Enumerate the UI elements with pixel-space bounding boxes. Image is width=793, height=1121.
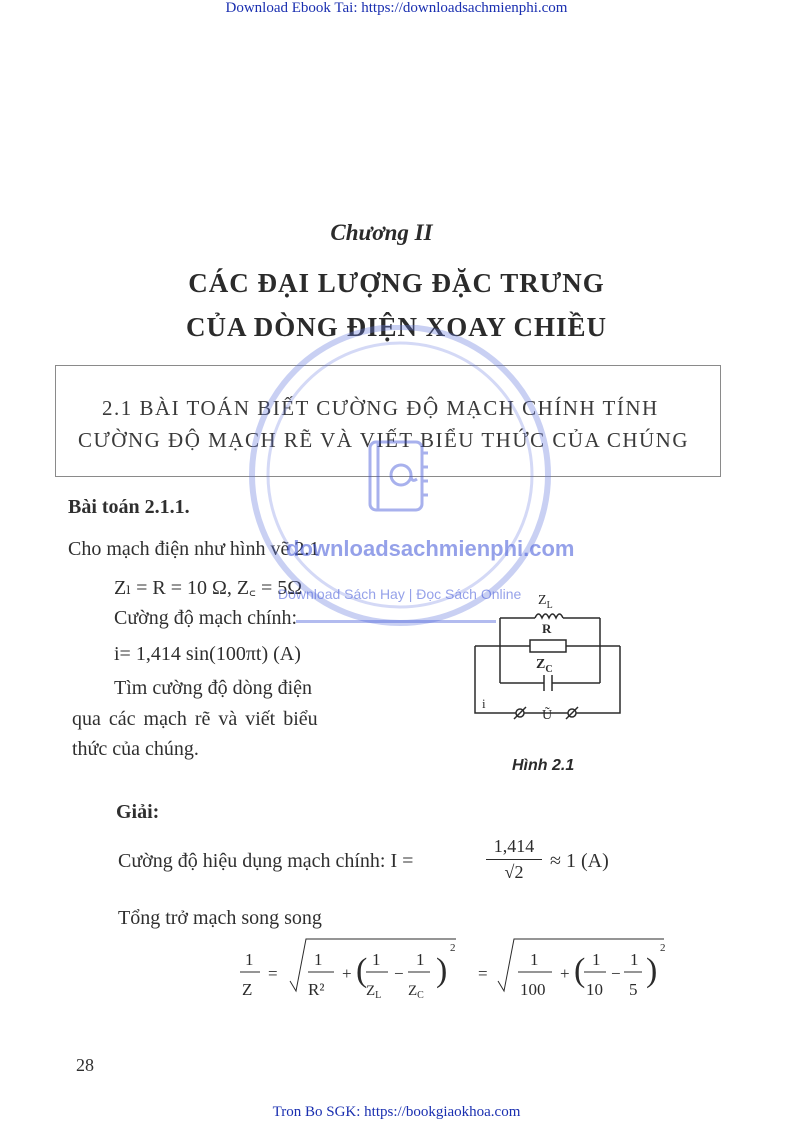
header-download-link[interactable]: Download Ebook Tai: https://downloadsachmienphi.com — [225, 0, 568, 16]
chapter-label: Chương II — [330, 220, 433, 245]
svg-text:1: 1 — [630, 950, 639, 969]
circuit-diagram — [460, 580, 640, 730]
solution-line-2: Tổng trở mạch song song — [118, 907, 322, 929]
svg-text:(: ( — [356, 952, 368, 989]
svg-text:): ) — [646, 952, 658, 989]
svg-text:1: 1 — [314, 950, 323, 969]
figure-caption: Hình 2.1 — [512, 757, 575, 774]
label-u: Ũ — [542, 708, 553, 723]
fraction-rms — [486, 836, 542, 883]
resistor-symbol — [530, 640, 566, 652]
svg-text:ZC: $Z_C$ — [408, 983, 424, 1001]
svg-text:R²: R² — [308, 980, 325, 999]
inductor-coil-symbol — [535, 614, 563, 618]
label-i: i — [482, 696, 486, 711]
section-title-line2: CƯỜNG ĐỘ MẠCH RẼ VÀ VIẾT BIỂU THỨC CỦA CHÚNG — [78, 428, 689, 452]
impedance-formula — [230, 935, 680, 1010]
footer-textbook-link[interactable]: Tron Bo SGK: https://bookgiaokhoa.com — [272, 1104, 521, 1120]
chapter-title-line1: CÁC ĐẠI LƯỢNG ĐẶC TRƯNG — [188, 268, 605, 298]
svg-text:2: 2 — [450, 942, 456, 954]
svg-text:Z: Z — [242, 980, 253, 999]
problem-line-2: Zₗ = R = 10 Ω, Z꜀ = 5Ω — [114, 577, 303, 599]
label-r: R — [542, 621, 552, 636]
label-zc: $Z_C$ — [536, 657, 553, 675]
svg-text:1: 1 — [592, 950, 601, 969]
section-title-line1: 2.1 BÀI TOÁN BIẾT CƯỜNG ĐỘ MẠCH CHÍNH TÍNH — [102, 396, 659, 420]
solution-line-1-tail: ≈ 1 (A) — [550, 850, 609, 872]
problem-line-6: qua các mạch rẽ và viết biểu — [72, 708, 318, 730]
problem-line-1: Cho mạch điện như hình vẽ 2.1 — [68, 538, 320, 560]
watermark-site: downloadsachmienphi.com — [286, 536, 575, 561]
svg-text:100: 100 — [520, 980, 546, 999]
section-box — [55, 365, 721, 477]
problem-line-7: thức của chúng. — [72, 738, 199, 760]
svg-text:1: 1 — [245, 950, 254, 969]
problem-line-4: i= 1,414 sin(100πt) (A) — [114, 643, 301, 665]
label-zl: $Z_L$ — [538, 593, 553, 611]
svg-text:): ) — [436, 952, 448, 989]
capacitor-symbol — [544, 675, 552, 691]
page-number: 28 — [76, 1055, 94, 1075]
svg-text:=: = — [268, 964, 278, 983]
svg-text:5: 5 — [629, 980, 638, 999]
svg-text:=: = — [478, 964, 488, 983]
chapter-title-line2: CỦA DÒNG ĐIỆN XOAY CHIỀU — [185, 312, 608, 342]
svg-text:ZL: $Z_L$ — [366, 983, 382, 1001]
watermark-tagline: Download Sách Hay | Đọc Sách Online — [278, 586, 522, 602]
svg-text:−: − — [611, 964, 621, 983]
svg-text:−: − — [394, 964, 404, 983]
svg-text:2: 2 — [660, 942, 666, 954]
svg-text:1: 1 — [530, 950, 539, 969]
svg-text:+: + — [560, 964, 570, 983]
svg-text:(: ( — [574, 952, 586, 989]
watermark-underline — [296, 620, 496, 623]
problem-line-5: Tìm cường độ dòng điện — [114, 677, 313, 699]
svg-text:1: 1 — [372, 950, 381, 969]
svg-text:+: + — [342, 964, 352, 983]
fraction-numerator: 1,414 — [486, 836, 542, 860]
svg-text:1: 1 — [416, 950, 425, 969]
solution-line-1: Cường độ hiệu dụng mạch chính: I = — [118, 850, 414, 872]
circuit-outer-wire — [475, 646, 620, 713]
sqrt-radicand: 2 — [514, 862, 524, 882]
problem-heading: Bài toán 2.1.1. — [68, 496, 190, 518]
problem-line-3: Cường độ mạch chính: — [114, 607, 298, 629]
solution-heading: Giải: — [116, 801, 160, 823]
fraction-denominator: √2 — [504, 862, 524, 882]
svg-text:10: 10 — [586, 980, 603, 999]
